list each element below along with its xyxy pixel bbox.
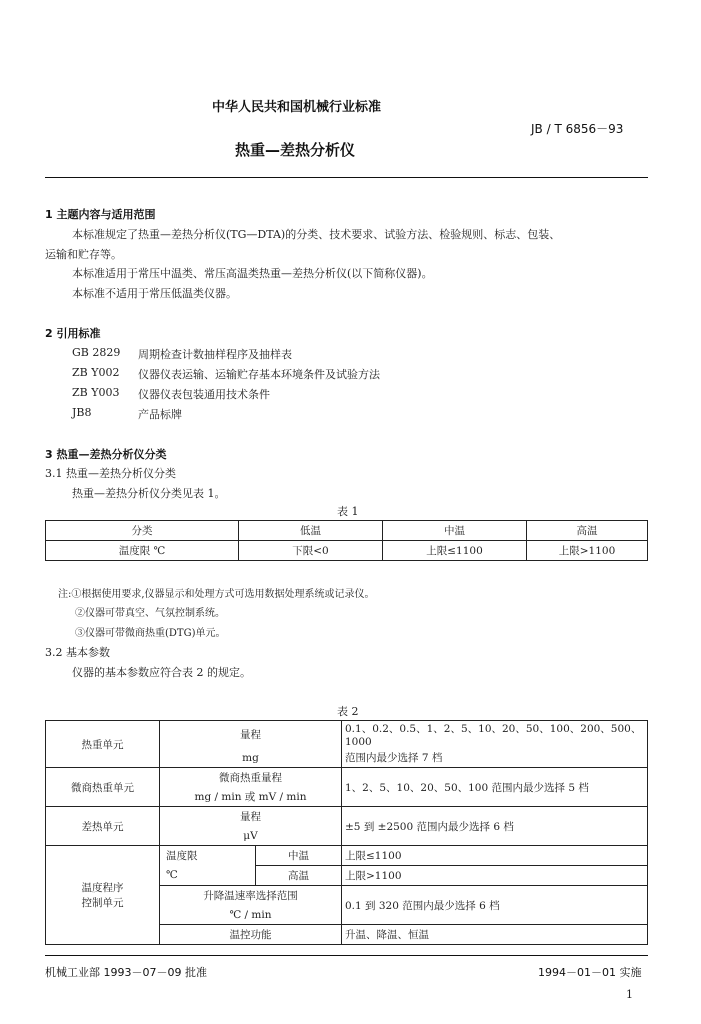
ref-code: ZB Y002 — [72, 366, 120, 379]
section-1-para-2: 本标准适用于常压中温类、常压高温类热重—差热分析仪(以下简称仪器)。 — [72, 267, 433, 280]
table-cell: 量程 — [160, 807, 342, 827]
section-3-2-heading: 3.2 基本参数 — [45, 646, 110, 659]
note-3: ③仪器可带微商热重(DTG)单元。 — [75, 628, 226, 639]
section-3-1-heading: 3.1 热重—差热分析仪分类 — [45, 467, 176, 480]
section-1-para-1b: 运输和贮存等。 — [45, 248, 122, 261]
table-header-row — [46, 521, 648, 541]
table-cell: mg / min 或 mV / min — [160, 787, 342, 807]
table-header-cell: 中温 — [383, 521, 527, 541]
table-cell: 0.1 到 320 范围内最少选择 6 档 — [342, 886, 648, 925]
note-2: ②仪器可带真空、气氛控制系统。 — [75, 608, 225, 619]
table-cell: 中温 — [256, 846, 342, 866]
table-cell: 温控功能 — [160, 925, 342, 945]
implementation-text: 1994－01－01 实施 — [538, 966, 642, 979]
table-row — [46, 721, 648, 749]
table-1 — [45, 520, 648, 561]
table-cell: 微商热重单元 — [46, 768, 160, 807]
table-2-caption: 表 2 — [337, 705, 359, 718]
table-cell: 0.1、0.2、0.5、1、2、5、10、20、50、100、200、500、1000 — [342, 721, 648, 749]
table-cell: 高温 — [256, 866, 342, 886]
table-cell: 微商热重量程 — [160, 768, 342, 788]
header-rule — [45, 177, 648, 178]
section-1-heading: 1 主题内容与适用范围 — [45, 208, 156, 221]
table-cell: 量程 — [160, 721, 342, 749]
note-1: 注:①根据使用要求,仪器显示和处理方式可选用数据处理系统或记录仪。 — [58, 589, 375, 600]
standard-org: 中华人民共和国机械行业标准 — [212, 100, 382, 115]
table-cell: 温度限 — [160, 846, 256, 866]
section-3-2-text: 仪器的基本参数应符合表 2 的规定。 — [72, 666, 251, 679]
table-row — [46, 541, 648, 561]
ref-name: 仪器仪表包装通用技术条件 — [138, 388, 270, 401]
table-cell: 上限≤1100 — [342, 846, 648, 866]
table-cell: mg — [160, 748, 342, 768]
approval-text: 机械工业部 1993－07－09 批准 — [45, 966, 207, 979]
table-row — [46, 846, 648, 866]
document-title: 热重—差热分析仪 — [235, 141, 356, 159]
table-cell — [46, 846, 160, 945]
footer-rule — [45, 955, 648, 956]
table-cell: 升降温速率选择范围 — [160, 886, 342, 906]
section-1-para-3: 本标准不适用于常压低温类仪器。 — [72, 287, 237, 300]
table-cell: 上限≤1100 — [383, 541, 527, 561]
table-cell: 上限>1100 — [342, 866, 648, 886]
table-1-caption: 表 1 — [337, 505, 359, 518]
section-3-1-text: 热重—差热分析仪分类见表 1。 — [72, 487, 226, 500]
table-2 — [45, 720, 648, 945]
table-cell: ℃ — [160, 866, 256, 886]
standard-code: JB / T 6856－93 — [531, 122, 624, 136]
ref-name: 仪器仪表运输、运输贮存基本环境条件及试验方法 — [138, 368, 380, 381]
table-header-cell: 高温 — [527, 521, 648, 541]
table-cell: 上限>1100 — [527, 541, 648, 561]
ref-code: JB8 — [72, 406, 92, 419]
table-cell: μV — [160, 826, 342, 846]
section-1-para-1a: 本标准规定了热重—差热分析仪(TG—DTA)的分类、技术要求、试验方法、检验规则、标志、包装、 — [72, 228, 561, 241]
ref-code: GB 2829 — [72, 346, 121, 359]
table-cell-line: 温度程序 — [81, 882, 124, 894]
ref-name: 产品标牌 — [138, 408, 182, 421]
table-header-cell: 分类 — [46, 521, 239, 541]
table-cell-line: 控制单元 — [81, 897, 124, 909]
table-row — [46, 768, 648, 788]
table-cell: 升温、降温、恒温 — [342, 925, 648, 945]
section-2-heading: 2 引用标准 — [45, 327, 101, 340]
table-cell: 温度限 ℃ — [46, 541, 239, 561]
section-3-heading: 3 热重—差热分析仪分类 — [45, 448, 167, 461]
ref-name: 周期检查计数抽样程序及抽样表 — [138, 348, 292, 361]
table-cell: 1、2、5、10、20、50、100 范围内最少选择 5 档 — [342, 768, 648, 807]
page-number: 1 — [626, 988, 633, 1001]
table-cell: ±5 到 ±2500 范围内最少选择 6 档 — [342, 807, 648, 846]
table-cell: 热重单元 — [46, 721, 160, 768]
table-cell: 差热单元 — [46, 807, 160, 846]
table-header-cell: 低温 — [239, 521, 383, 541]
table-cell: 范围内最少选择 7 档 — [342, 748, 648, 768]
ref-code: ZB Y003 — [72, 386, 120, 399]
table-cell: 下限<0 — [239, 541, 383, 561]
table-row — [46, 807, 648, 827]
table-cell: ℃ / min — [160, 905, 342, 925]
